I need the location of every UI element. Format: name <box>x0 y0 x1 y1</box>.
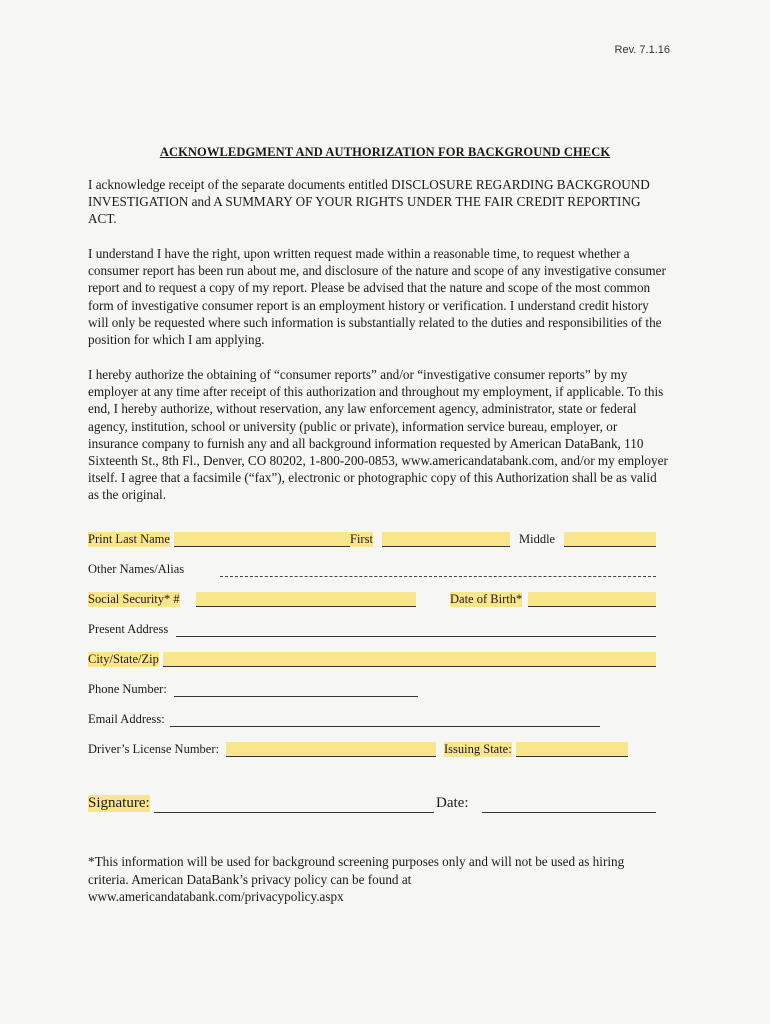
drivers-license-row <box>88 742 658 760</box>
dob-field[interactable] <box>528 592 656 607</box>
rights-paragraph: I understand I have the right, upon written request made within a reasonable time, to request whether a consumer report has been run about me, and disclosure of the nature and scope of any investigative consumer report and to request a copy of my report. Please be advised that the nature and scope of the most common form of investigative consumer report is an employment history or verification. I understand credit history will only be requested where such information is substantially related to the duties and responsibilities of the position for which I am applying. <box>88 246 666 348</box>
email-label: Email Address: <box>88 712 165 726</box>
signature-field[interactable] <box>154 795 434 813</box>
first-name-field[interactable] <box>382 532 510 547</box>
middle-name-label: Middle <box>519 532 556 546</box>
authorization-paragraph: I hereby authorize the obtaining of “consumer reports” and/or “investigative consumer reports” by my employer at any time after receipt of this authorization and throughout my employment, if applicable. To this end, I hereby authorize, without reservation, any law enforcement agency, administrator, state or federal agency, institution, school or university (public or private), information service bureau, employer, or insurance company to furnish any and all background information requested by American DataBank, 110 Sixteenth St., 8th Fl., Denver, CO 80202, 1-800-200-0853, www.americandatabank.com, and/or my employer itself. I agree that a facsimile (“fax”), electronic or photographic copy of this Authorization shall be as valid as the original. <box>88 367 668 503</box>
ssn-dob-row <box>88 592 658 610</box>
signature-label: Signature: <box>88 795 150 811</box>
present-address-field[interactable] <box>176 622 656 637</box>
dob-label: Date of Birth* <box>450 592 523 606</box>
ssn-label: Social Security* # <box>88 592 180 606</box>
last-name-label: Print Last Name <box>88 532 170 546</box>
present-address-label: Present Address <box>88 622 169 636</box>
signature-row <box>88 795 658 817</box>
date-label: Date: <box>436 795 469 811</box>
footer-note: *This information will be used for background screening purposes only and will not be used as hiring criteria. American DataBank’s privacy policy can be found at www.americandatabank.com/privacypolicy.aspx <box>88 854 625 904</box>
email-field[interactable] <box>170 712 600 727</box>
first-name-label: First <box>350 532 373 546</box>
document-title: ACKNOWLEDGMENT AND AUTHORIZATION FOR BACKGROUND CHECK <box>159 145 611 159</box>
city-state-zip-field[interactable] <box>163 652 656 667</box>
name-row <box>88 532 658 550</box>
phone-field[interactable] <box>174 682 418 697</box>
date-field[interactable] <box>482 795 656 813</box>
present-address-row <box>88 622 658 640</box>
other-names-label: Other Names/Alias <box>88 562 185 576</box>
last-name-field[interactable] <box>174 532 350 547</box>
drivers-license-field[interactable] <box>226 742 436 757</box>
drivers-license-label: Driver’s License Number: <box>88 742 219 756</box>
ssn-field[interactable] <box>196 592 416 607</box>
city-state-zip-row <box>88 652 658 670</box>
email-row <box>88 712 658 730</box>
other-names-row <box>88 562 658 580</box>
issuing-state-field[interactable] <box>516 742 628 757</box>
phone-row <box>88 682 658 700</box>
middle-name-field[interactable] <box>564 532 656 547</box>
other-names-field[interactable] <box>220 562 656 577</box>
city-state-zip-label: City/State/Zip <box>88 652 159 666</box>
phone-label: Phone Number: <box>88 682 167 696</box>
revision-label: Rev. 7.1.16 <box>614 44 670 56</box>
acknowledgment-paragraph: I acknowledge receipt of the separate documents entitled DISCLOSURE REGARDING BACKGROUND INVESTIGATION and A SUMMARY OF YOUR RIGHTS UNDER THE FAIR CREDIT REPORTING ACT. <box>88 177 650 227</box>
issuing-state-label: Issuing State: <box>444 742 512 756</box>
